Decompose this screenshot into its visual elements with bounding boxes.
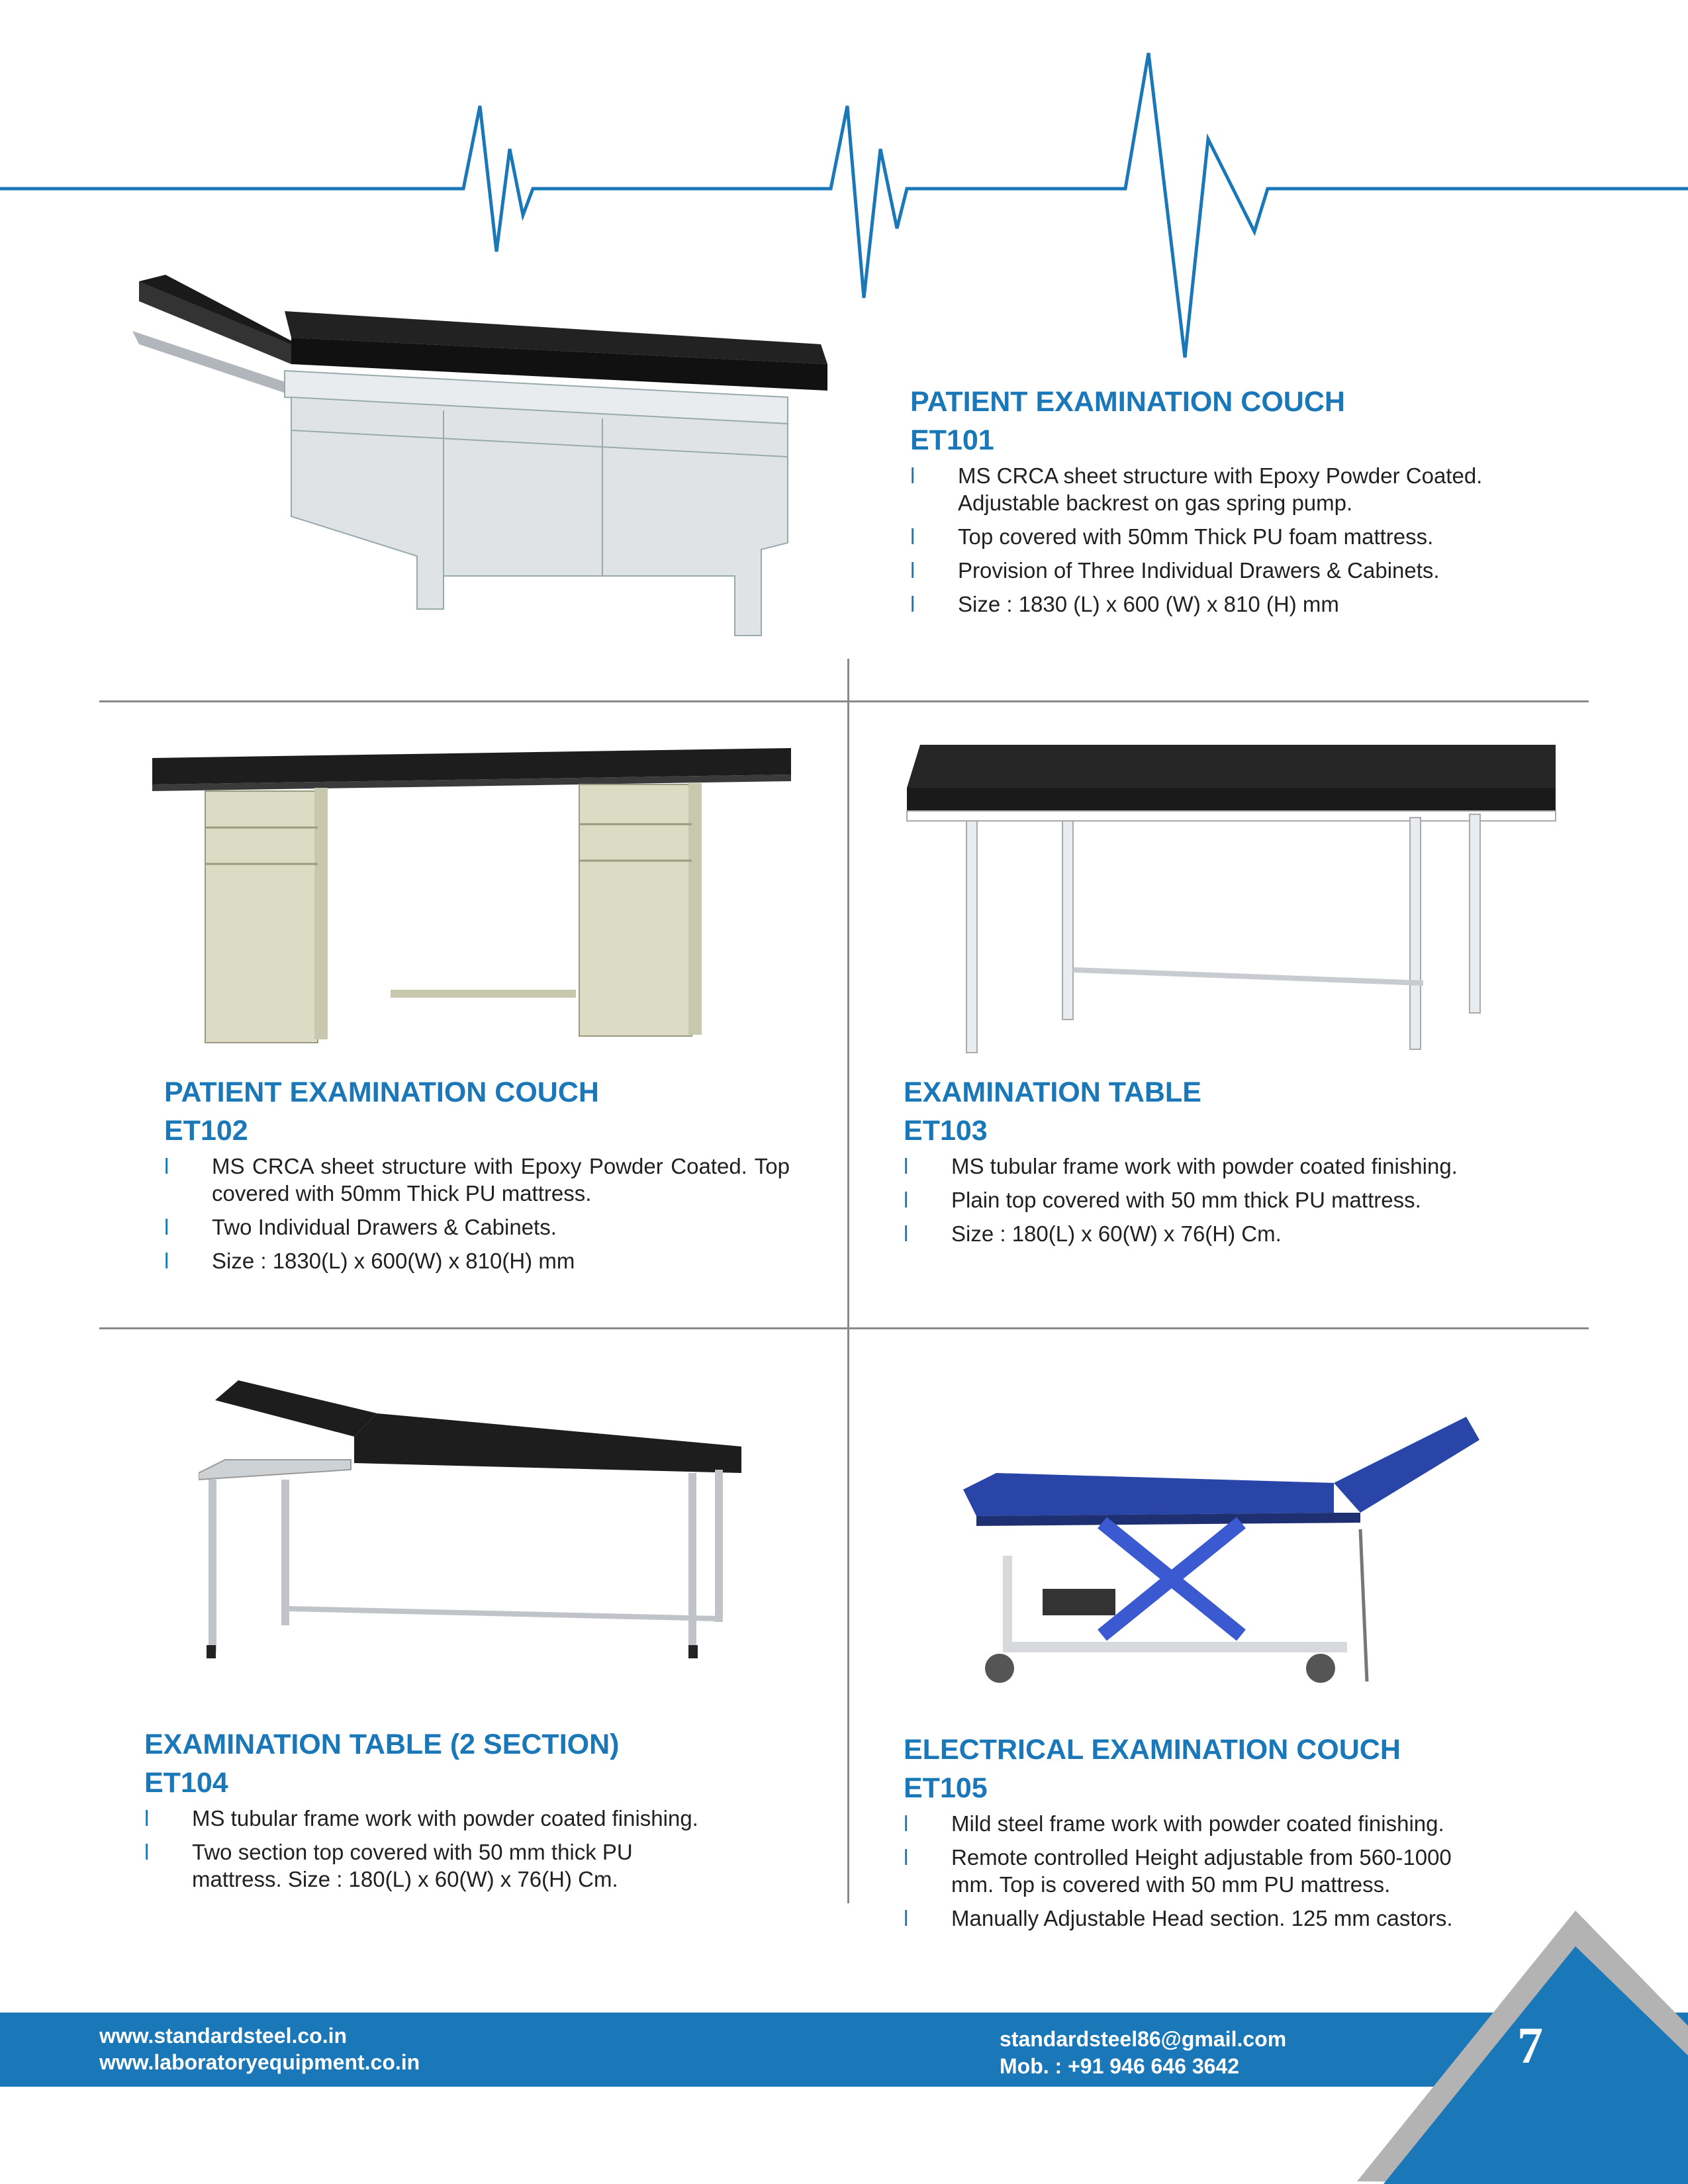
bullet-icon: l: [164, 1154, 169, 1178]
spec-list: [164, 1153, 790, 1274]
bullet-icon: l: [904, 1188, 909, 1212]
bullet-icon: l: [910, 558, 915, 583]
website-link[interactable]: www.standardsteel.co.in: [99, 2024, 348, 2048]
product-title: ELECTRICAL EXAMINATION COUCH: [904, 1734, 1401, 1766]
bullet-icon: l: [164, 1249, 169, 1273]
spec-item: l MS tubular frame work with powder coated finishing.: [904, 1154, 1458, 1178]
spec-item: l MS CRCA sheet structure with Epoxy Powder Coated. Adjustable backrest on gas spring pump.: [910, 463, 1483, 515]
spec-list: [910, 462, 1572, 618]
spec-item: l Mild steel frame work with powder coated finishing.: [904, 1811, 1444, 1836]
bullet-icon: l: [910, 592, 915, 616]
bullet-icon: l: [904, 1906, 909, 1930]
et101-couch-image: [126, 265, 841, 649]
bullet-icon: l: [904, 1221, 909, 1246]
bullet-icon: l: [904, 1845, 909, 1870]
product-code: ET102: [164, 1115, 248, 1147]
bullet-icon: l: [144, 1806, 150, 1830]
product-code: ET104: [144, 1767, 228, 1799]
et105-couch-image: [963, 1390, 1479, 1708]
spec-item: l Two Individual Drawers & Cabinets.: [164, 1215, 557, 1239]
bullet-icon: l: [904, 1154, 909, 1178]
spec-item: l Plain top covered with 50 mm thick PU mattress.: [904, 1188, 1421, 1212]
bullet-icon: l: [144, 1840, 150, 1864]
spec-item: l MS tubular frame work with powder coated finishing.: [144, 1806, 698, 1830]
spec-item: l Remote controlled Height adjustable from 560-1000 mm. Top is covered with 50 mm PU mattress.: [904, 1845, 1452, 1897]
spec-item: l Size : 1830 (L) x 600 (W) x 810 (H) mm: [910, 592, 1339, 616]
spec-list: [904, 1153, 1566, 1247]
et102-couch-image: [146, 745, 808, 1056]
email-link[interactable]: standardsteel86@gmail.com: [1000, 2027, 1287, 2051]
bullet-icon: l: [910, 524, 915, 549]
spec-list: [144, 1805, 806, 1893]
website-link[interactable]: www.laboratoryequipment.co.in: [99, 2050, 420, 2074]
spec-item: l Top covered with 50mm Thick PU foam mattress.: [910, 524, 1434, 549]
spec-item: l Manually Adjustable Head section. 125 mm castors.: [904, 1906, 1453, 1930]
spec-item: l MS CRCA sheet structure with Epoxy Powder Coated. Top covered with 50mm Thick PU mattress.: [164, 1154, 790, 1206]
product-title: EXAMINATION TABLE (2 SECTION): [144, 1729, 620, 1760]
product-title: EXAMINATION TABLE: [904, 1076, 1201, 1108]
page-number: 7: [1517, 2017, 1543, 2074]
divider-vertical: [847, 659, 849, 1903]
bullet-icon: l: [904, 1811, 909, 1836]
divider-horizontal: [99, 700, 1589, 702]
et104-table-image: [199, 1380, 768, 1685]
spec-item: l Size : 180(L) x 60(W) x 76(H) Cm.: [904, 1221, 1282, 1246]
spec-item: l Two section top covered with 50 mm thick PU mattress. Size : 180(L) x 60(W) x 76(H) Cm.: [144, 1840, 633, 1891]
spec-item: l Size : 1830(L) x 600(W) x 810(H) mm: [164, 1249, 575, 1273]
product-code: ET105: [904, 1772, 988, 1804]
divider-horizontal: [99, 1327, 1589, 1329]
product-title: PATIENT EXAMINATION COUCH: [910, 386, 1345, 418]
product-code: ET103: [904, 1115, 988, 1147]
mobile-number: Mob. : +91 946 646 3642: [1000, 2054, 1239, 2078]
spec-item: l Provision of Three Individual Drawers & Cabinets.: [910, 558, 1440, 583]
product-code: ET101: [910, 424, 994, 456]
et103-table-image: [900, 745, 1562, 1063]
bullet-icon: l: [910, 463, 915, 488]
bullet-icon: l: [164, 1215, 169, 1239]
product-title: PATIENT EXAMINATION COUCH: [164, 1076, 599, 1108]
